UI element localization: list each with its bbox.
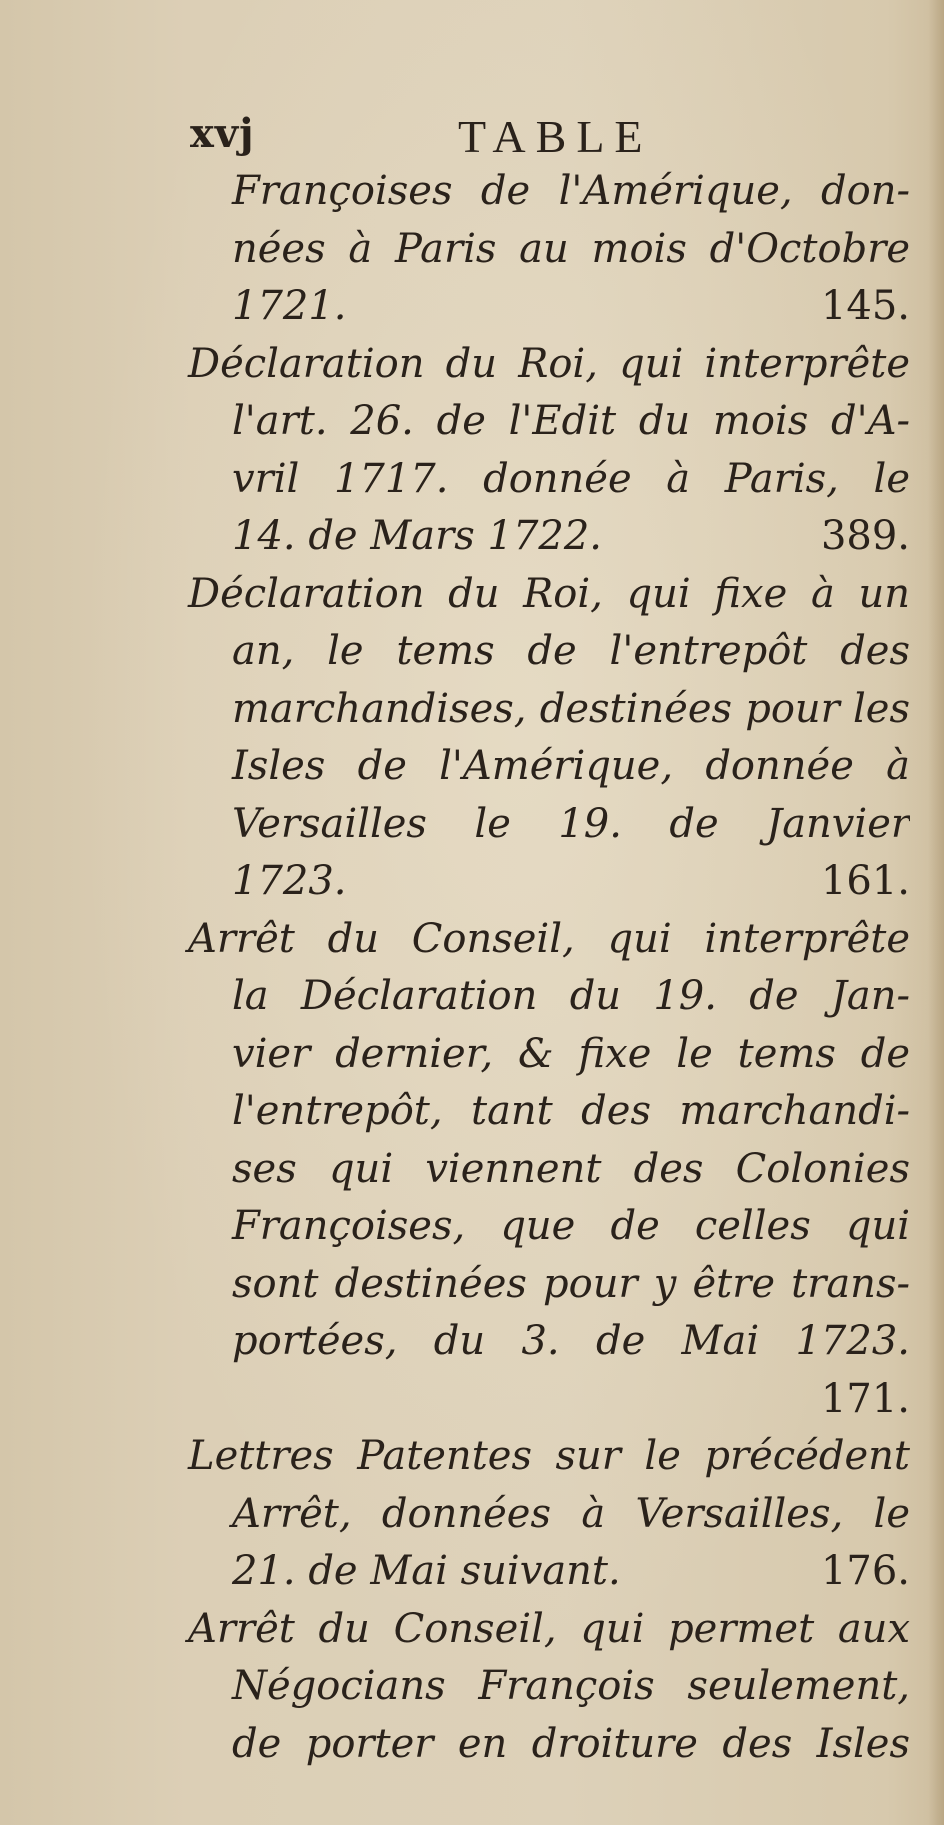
entry-final-line <box>0 508 944 566</box>
entry-final-line <box>0 853 944 911</box>
toc-entry <box>0 163 944 336</box>
entry-line: Lettres Patentes sur le précédent <box>188 1433 910 1479</box>
entry-line: la Déclaration du 19. de Jan- <box>232 973 910 1019</box>
entry-line: Isles de l'Amérique, donnée à <box>232 743 910 789</box>
running-title: TABLE <box>458 111 653 162</box>
entry-line: de porter en droiture des Isles <box>232 1720 910 1767</box>
page-header <box>190 110 910 160</box>
entry-line: 1723. <box>232 858 347 904</box>
toc-entry <box>0 1428 944 1601</box>
entry-line: vier dernier, & fixe le tems de <box>232 1030 910 1077</box>
page-reference: 176. <box>820 1548 910 1594</box>
entry-line: Arrêt, données à Versailles, le <box>232 1490 910 1537</box>
entry-line: sont destinées pour y être trans- <box>232 1260 910 1307</box>
entry-line: Arrêt du Conseil, qui permet aux <box>188 1605 910 1652</box>
toc-entry <box>0 911 944 1429</box>
entry-line: an, le tems de l'entrepôt des <box>232 628 910 674</box>
entry-line: marchandises, destinées pour les <box>232 685 910 732</box>
entry-line: 14. de Mars 1722. <box>232 513 602 559</box>
entry-line: Déclaration du Roi, qui fixe à un <box>188 570 910 617</box>
table-of-contents <box>0 163 944 1773</box>
folio-number: xvj <box>190 110 255 157</box>
page-reference: 161. <box>820 858 910 904</box>
page-reference: 145. <box>820 283 910 329</box>
entry-line: Françoises de l'Amérique, don- <box>232 168 910 214</box>
entry-line: 1721. <box>232 283 347 329</box>
toc-entry <box>0 336 944 566</box>
entry-line: l'art. 26. de l'Edit du mois d'A- <box>232 398 910 444</box>
entry-final-line <box>0 1371 944 1429</box>
page-reference: 171. <box>820 1375 910 1422</box>
entry-line: portées, du 3. de Mai 1723. <box>232 1318 910 1364</box>
entry-line: Françoises, que de celles qui <box>232 1203 910 1249</box>
toc-entry <box>0 1601 944 1774</box>
entry-line: Arrêt du Conseil, qui interprête <box>188 915 910 962</box>
toc-entry <box>0 566 944 911</box>
entry-final-line <box>0 1543 944 1601</box>
entry-line: l'entrepôt, tant des marchandi- <box>232 1088 910 1134</box>
entry-line: 21. de Mai suivant. <box>232 1548 621 1594</box>
entry-line: ses qui viennent des Colonies <box>232 1145 910 1192</box>
page-reference: 389. <box>820 513 910 559</box>
entry-line: vril 1717. donnée à Paris, le <box>232 455 910 502</box>
entry-line: nées à Paris au mois d'Octobre <box>232 225 910 272</box>
entry-line: Négocians François seulement, <box>232 1663 910 1709</box>
entry-final-line <box>0 278 944 336</box>
entry-line: Versailles le 19. de Janvier <box>232 800 910 847</box>
entry-line: Déclaration du Roi, qui interprête <box>188 340 910 387</box>
